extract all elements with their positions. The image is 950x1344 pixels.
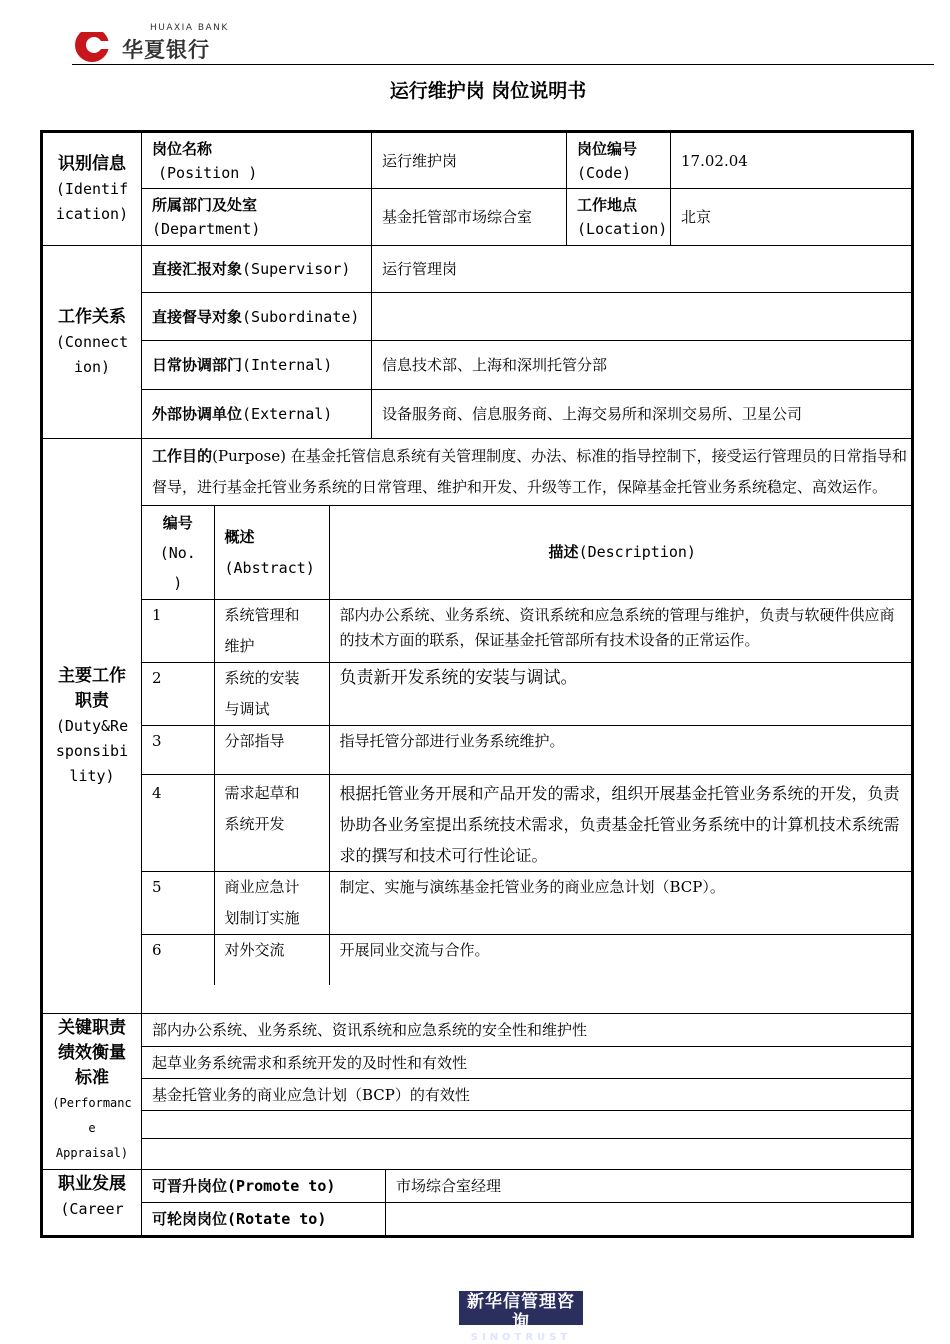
internal-label-cn: 日常协调部门 — [152, 356, 243, 374]
duty-item-abstract-line1: 需求起草和 — [224, 784, 300, 802]
external-label-cn: 外部协调单位 — [152, 405, 243, 423]
position-label-cell — [142, 132, 372, 189]
duty-item-desc: 部内办公系统、业务系统、资讯系统和应急系统的管理与维护，负责与软硬件供应商的技术方面的联系，保证基金托管部所有技术设备的正常运作。 — [329, 600, 911, 663]
location-label-en: (Location) — [577, 220, 668, 238]
header-rule — [72, 64, 934, 65]
col-abstract-label: 概述 — [224, 527, 255, 546]
promote-label-cn: 可晋升岗位 — [152, 1177, 228, 1195]
kpi-item: 起草业务系统需求和系统开发的及时性和有效性 — [142, 1047, 913, 1079]
col-desc-label: 描述 — [548, 543, 579, 561]
kpi-section-header — [42, 1014, 142, 1170]
duty-item-desc: 根据托管业务开展和产品开发的需求，组织开展基金托管业务系统的开发，负责协助各业务室提出系统技术需求，负责基金托管业务系统中的计算机技术系统需求的撰写和技术可行性论证。 — [329, 775, 911, 872]
duty-item-row — [142, 872, 911, 935]
external-label-en: (External) — [242, 405, 333, 423]
kpi-item — [142, 1139, 913, 1170]
code-value: 17.02.04 — [671, 132, 913, 189]
duty-item-desc: 制定、实施与演练基金托管业务的商业应急计划（BCP）。 — [329, 872, 911, 935]
duty-item-no: 5 — [142, 872, 214, 935]
col-abstract-label-en: (Abstract) — [224, 558, 315, 577]
duty-item-abstract — [214, 872, 329, 935]
identification-row-2 — [42, 189, 913, 246]
career-section-header — [42, 1170, 142, 1237]
duty-row — [42, 439, 913, 1014]
supervisor-row — [42, 246, 913, 293]
duty-item-abstract-line1: 商业应急计 — [224, 878, 300, 896]
promote-row — [42, 1170, 913, 1203]
duty-item-row — [142, 775, 911, 872]
duty-item-desc: 指导托管分部进行业务系统维护。 — [329, 726, 911, 775]
subordinate-value — [372, 293, 913, 341]
duty-item-row — [142, 663, 911, 726]
bank-name-en: HUAXIA BANK — [150, 23, 229, 33]
position-label-en: (Position ) — [158, 163, 258, 182]
department-label-en: (Department) — [152, 220, 261, 238]
job-description-table — [40, 130, 914, 1238]
purpose-label-en: (Purpose) — [212, 447, 286, 465]
subordinate-label — [142, 293, 372, 341]
career-title-en: (Career — [60, 1200, 124, 1218]
department-label-cell — [142, 189, 372, 246]
bank-name-cn: 华夏银行 — [122, 38, 210, 62]
sinotrust-logo — [459, 1291, 583, 1343]
sinotrust-logo-en: SINOTRUST — [470, 1332, 572, 1343]
kpi-item: 部内办公系统、业务系统、资讯系统和应急系统的安全性和维护性 — [142, 1014, 913, 1047]
department-value: 基金托管部市场综合室 — [372, 189, 567, 246]
position-value: 运行维护岗 — [372, 132, 567, 189]
kpi-row — [42, 1014, 913, 1047]
department-label: 所属部门及处室 — [152, 196, 258, 214]
identification-section-header — [42, 132, 142, 246]
career-title: 职业发展 — [58, 1174, 126, 1194]
internal-label — [142, 341, 372, 390]
location-label: 工作地点 — [577, 196, 638, 214]
duty-item-abstract-line2: 维护 — [224, 637, 255, 655]
rotate-label-en: (Rotate to) — [227, 1210, 327, 1228]
purpose-block — [142, 439, 911, 505]
internal-label-en: (Internal) — [242, 356, 333, 374]
document-title: 运行维护岗 岗位说明书 — [389, 80, 587, 102]
connection-section-header — [42, 246, 142, 439]
duty-item-no: 2 — [142, 663, 214, 726]
kpi-title-en-3: Appraisal) — [55, 1146, 129, 1160]
purpose-text: 在基金托管信息系统有关管理制度、办法、标准的指导控制下，接受运行管理员的日常指导和督导，进行基金托管业务系统的日常管理、维护和开发、升级等工作，保障基金托管业务系统稳定、高效运作。 — [152, 447, 907, 496]
col-no-header — [142, 506, 214, 600]
col-abstract-header — [214, 506, 329, 600]
kpi-item — [142, 1111, 913, 1139]
col-no-label: 编号 — [162, 513, 193, 532]
location-value: 北京 — [671, 189, 913, 246]
duty-item-abstract — [214, 935, 329, 985]
identification-title: 识别信息 — [58, 153, 126, 174]
kpi-item: 基金托管业务的商业应急计划（BCP）的有效性 — [142, 1079, 913, 1111]
code-label-cell — [567, 132, 671, 189]
code-label-en: (Code) — [577, 163, 632, 182]
kpi-row — [42, 1079, 913, 1111]
promote-label-en: (Promote to) — [227, 1177, 336, 1195]
sinotrust-logo-cn: 新华信管理咨询 — [467, 1292, 575, 1332]
duty-item-abstract-line1: 系统的安装 — [224, 669, 300, 687]
external-row — [42, 390, 913, 439]
kpi-title-2: 绩效衡量 — [58, 1043, 126, 1063]
connection-title-en-2: ion) — [73, 357, 111, 376]
col-desc-header — [329, 506, 911, 600]
duty-item-desc: 开展同业交流与合作。 — [329, 935, 911, 985]
subordinate-label-en: (Subordinate) — [242, 307, 360, 326]
duty-item-desc: 负责新开发系统的安装与调试。 — [329, 663, 911, 726]
duty-content — [142, 439, 913, 1014]
rotate-value — [386, 1203, 913, 1237]
external-label — [142, 390, 372, 439]
promote-label — [142, 1170, 386, 1203]
duty-item-abstract — [214, 663, 329, 726]
duty-item-abstract-line1: 对外交流 — [224, 941, 285, 959]
rotate-label-cn: 可轮岗岗位 — [152, 1210, 228, 1228]
kpi-title-en-2: e — [88, 1121, 96, 1135]
rotate-row — [42, 1203, 913, 1237]
duty-item-no: 6 — [142, 935, 214, 985]
duty-item-row — [142, 726, 911, 775]
supervisor-value: 运行管理岗 — [372, 246, 913, 293]
subordinate-label-cn: 直接督导对象 — [152, 307, 243, 326]
external-value: 设备服务商、信息服务商、上海交易所和深圳交易所、卫星公司 — [372, 390, 913, 439]
kpi-title-en-1: (Performanc — [52, 1096, 132, 1110]
duty-item-abstract-line2: 与调试 — [224, 700, 270, 718]
duty-item-abstract-line1: 分部指导 — [224, 732, 285, 750]
rotate-label — [142, 1203, 386, 1237]
kpi-row — [42, 1111, 913, 1139]
duty-item-abstract-line1: 系统管理和 — [224, 606, 300, 624]
identification-row-1 — [42, 132, 913, 189]
duty-items-table — [142, 505, 911, 985]
duty-section-header — [42, 439, 142, 1014]
duty-title-1: 主要工作 — [58, 665, 126, 686]
supervisor-label-cn: 直接汇报对象 — [152, 260, 243, 278]
duty-title-en-1: (Duty&Re — [55, 716, 129, 735]
duty-item-abstract — [214, 775, 329, 872]
duty-item-no: 1 — [142, 600, 214, 663]
duty-title-en-3: lity) — [69, 766, 115, 785]
kpi-row — [42, 1047, 913, 1079]
kpi-title-3: 标准 — [75, 1068, 109, 1088]
kpi-row — [42, 1139, 913, 1170]
duty-item-no: 3 — [142, 726, 214, 775]
duty-title-2: 职责 — [75, 690, 109, 711]
duty-item-abstract-line2: 划制订实施 — [224, 909, 300, 927]
purpose-label: 工作目的 — [152, 447, 213, 465]
kpi-title-1: 关键职责 — [58, 1018, 126, 1038]
duty-item-no: 4 — [142, 775, 214, 872]
supervisor-label — [142, 246, 372, 293]
subordinate-row — [42, 293, 913, 341]
internal-value: 信息技术部、上海和深圳托管分部 — [372, 341, 913, 390]
duty-title-en-2: sponsibi — [55, 741, 129, 760]
duty-header-row — [142, 506, 911, 600]
code-label: 岗位编号 — [577, 139, 638, 158]
supervisor-label-en: (Supervisor) — [242, 260, 351, 278]
col-no-label-en-2: ) — [173, 573, 183, 592]
internal-row — [42, 341, 913, 390]
duty-item-abstract — [214, 726, 329, 775]
promote-value: 市场综合室经理 — [386, 1170, 913, 1203]
connection-title-en-1: (Connect — [55, 332, 129, 351]
col-no-label-en-1: (No. — [159, 543, 196, 562]
position-label: 岗位名称 — [152, 139, 213, 158]
duty-item-row — [142, 600, 911, 663]
location-label-cell — [567, 189, 671, 246]
identification-title-en-1: (Identif — [55, 179, 129, 198]
huaxia-bank-logo-icon — [72, 24, 112, 64]
duty-item-abstract-line2: 系统开发 — [224, 815, 285, 833]
connection-title: 工作关系 — [58, 306, 126, 327]
col-desc-label-en: (Description) — [578, 543, 696, 561]
identification-title-en-2: ication) — [55, 204, 129, 223]
duty-item-row — [142, 935, 911, 985]
duty-item-abstract — [214, 600, 329, 663]
